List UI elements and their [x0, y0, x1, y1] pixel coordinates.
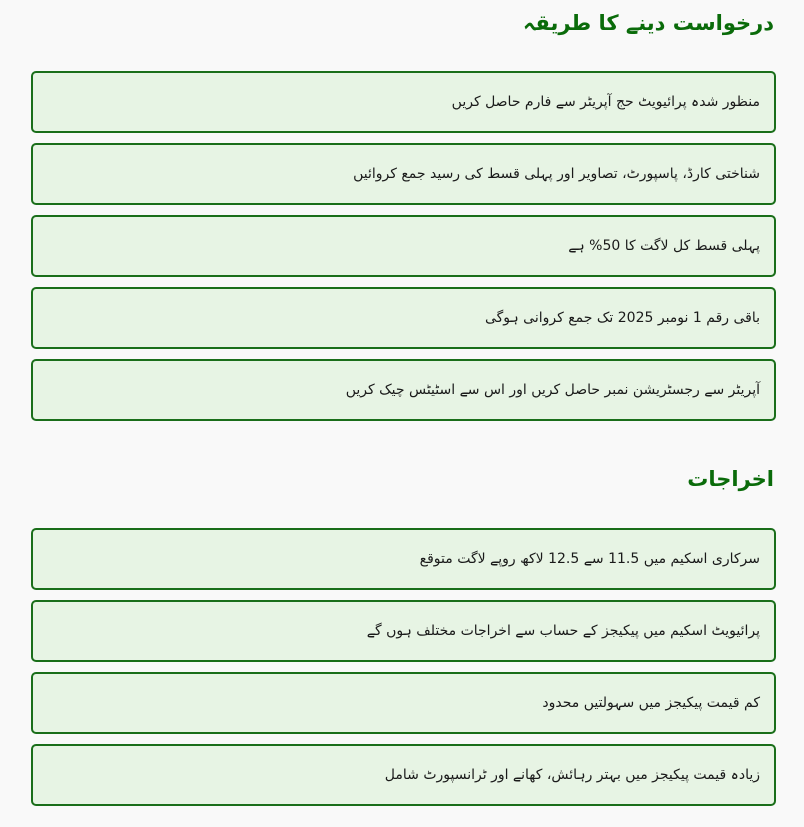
list-item-text: پہلی قسط کل لاگت کا 50% ہے [568, 238, 760, 254]
expenses-section [31, 467, 776, 816]
list-item [31, 672, 776, 734]
list-item-text: سرکاری اسکیم میں 11.5 سے 12.5 لاکھ روپے لاگت متوقع [419, 551, 760, 567]
list-item [31, 600, 776, 662]
list-item-text: پرائیویٹ اسکیم میں پیکیجز کے حساب سے اخراجات مختلف ہوں گے [366, 623, 760, 639]
list-item [31, 71, 776, 133]
application-process-section [31, 11, 776, 431]
list-item [31, 287, 776, 349]
list-item-text: زیادہ قیمت پیکیجز میں بہتر رہائش، کھانے اور ٹرانسپورٹ شامل [384, 767, 760, 783]
section-title-expenses: اخراجات [687, 467, 774, 491]
list-item [31, 143, 776, 205]
list-item-text: منظور شدہ پرائیویٹ حج آپریٹر سے فارم حاصل کریں [451, 94, 760, 110]
list-item-text: شناختی کارڈ، پاسپورٹ، تصاویر اور پہلی قسط کی رسید جمع کروائیں [353, 166, 760, 182]
list-item [31, 359, 776, 421]
list-item [31, 215, 776, 277]
list-item-text: کم قیمت پیکیجز میں سہولتیں محدود [542, 695, 760, 711]
list-item [31, 744, 776, 806]
section-title-application-process: درخواست دینے کا طریقہ [523, 11, 774, 35]
list-item-text: باقی رقم 1 نومبر 2025 تک جمع کروانی ہوگی [484, 310, 760, 326]
list-item [31, 528, 776, 590]
list-item-text: آپریٹر سے رجسٹریشن نمبر حاصل کریں اور اس سے اسٹیٹس چیک کریں [345, 382, 760, 398]
